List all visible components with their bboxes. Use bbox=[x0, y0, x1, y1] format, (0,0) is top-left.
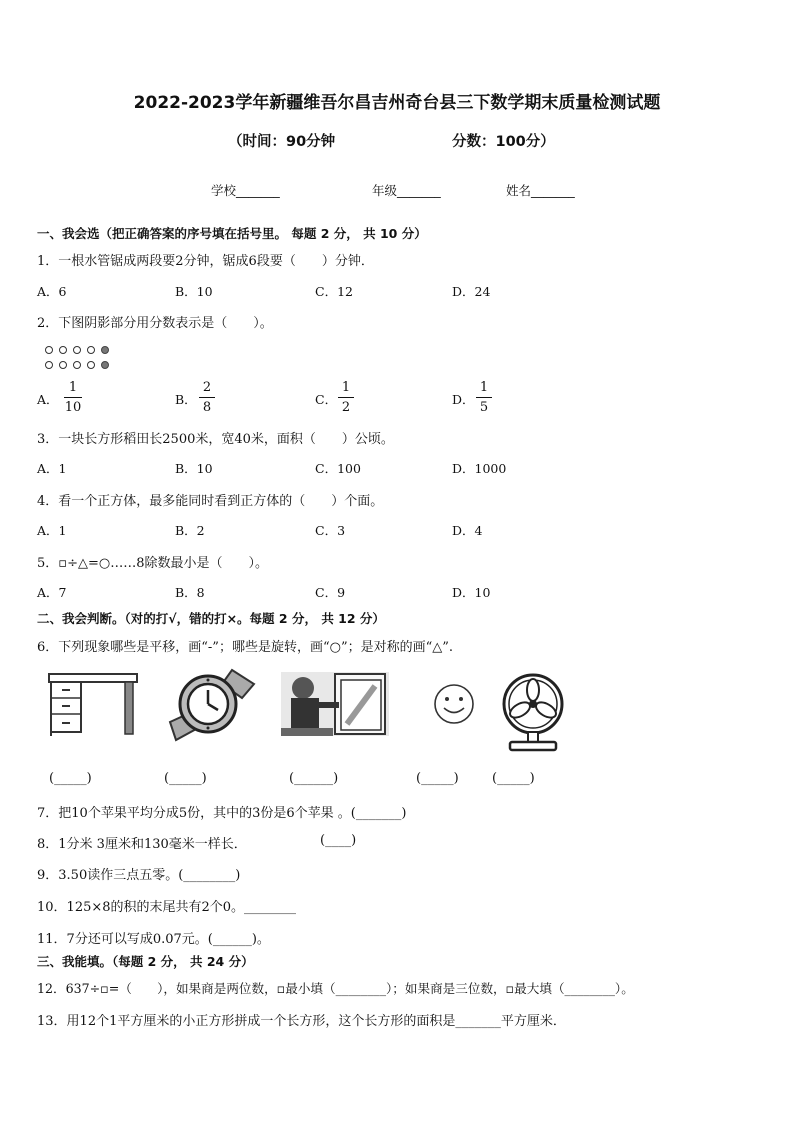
fraction-denominator: 2 bbox=[341, 400, 351, 415]
school-field: 学校_______ bbox=[211, 183, 280, 198]
fan-icon bbox=[498, 672, 568, 752]
q5-option-d: D．10 bbox=[452, 585, 491, 600]
q2-option-d-fraction bbox=[476, 380, 492, 415]
smiley-icon bbox=[432, 682, 476, 726]
sliding-window-icon bbox=[281, 672, 389, 736]
fraction-bar bbox=[199, 397, 215, 398]
exam-score: 分数：100分） bbox=[452, 134, 555, 150]
q1-option-d: D．24 bbox=[452, 284, 491, 299]
question-13: 13．用12个1平方厘米的小正方形拼成一个长方形，这个长方形的面积是_______平方厘米． bbox=[37, 1014, 566, 1029]
q3-option-d: D．1000 bbox=[452, 461, 507, 476]
q1-option-b: B．10 bbox=[175, 284, 213, 299]
question-9: 9．3.50读作三点五零。(________) bbox=[37, 868, 241, 883]
q2-option-c-fraction bbox=[338, 380, 354, 415]
exam-time: （时间：90分钟 bbox=[228, 134, 336, 150]
q5-option-b: B．8 bbox=[175, 585, 205, 600]
q4-option-d: D．4 bbox=[452, 523, 483, 538]
q2-option-b-fraction bbox=[199, 380, 215, 415]
name-field: 姓名_______ bbox=[506, 183, 575, 198]
question-12: 12．637÷▫=（ ），如果商是两位数，▫最小填（________）；如果商是三位数，▫最大填（________）。 bbox=[37, 981, 634, 996]
q4-option-a: A．1 bbox=[37, 523, 67, 538]
q8-blank[interactable]: (____) bbox=[320, 833, 357, 848]
empty-circle bbox=[87, 346, 95, 354]
question-10: 10．125×8的积的末尾共有2个0。________ bbox=[37, 900, 297, 915]
shaded-circle bbox=[101, 361, 109, 369]
question-7: 7．把10个苹果平均分成5份，其中的3份是6个苹果 。(_______) bbox=[37, 806, 407, 821]
q4-option-b: B．2 bbox=[175, 523, 205, 538]
q6-blank-1[interactable]: (_____) bbox=[49, 771, 92, 786]
section-heading-1: 一、我会选（把正确答案的序号填在括号里。 每题 2 分， 共 10 分） bbox=[37, 226, 427, 241]
q6-blank-2[interactable]: (_____) bbox=[164, 771, 207, 786]
grade-field: 年级_______ bbox=[372, 183, 441, 198]
q2-option-d-label: D． bbox=[452, 392, 475, 407]
q2-option-b-label: B． bbox=[175, 392, 197, 407]
empty-circle bbox=[87, 361, 95, 369]
question-1: 1．一根水管锯成两段要2分钟，锯成6段要（ ）分钟． bbox=[37, 254, 374, 269]
question-2: 2．下图阴影部分用分数表示是（ ）。 bbox=[37, 316, 273, 331]
fraction-bar bbox=[64, 397, 82, 398]
q5-option-c: C．9 bbox=[315, 585, 346, 600]
question-3: 3．一块长方形稻田长2500米，宽40米，面积（ ）公顷。 bbox=[37, 432, 394, 447]
empty-circle bbox=[59, 361, 67, 369]
empty-circle bbox=[45, 346, 53, 354]
fraction-bar bbox=[476, 397, 492, 398]
question-4: 4．看一个正方体，最多能同时看到正方体的（ ）个面。 bbox=[37, 494, 384, 509]
fraction-numerator: 2 bbox=[202, 380, 212, 395]
question-5: 5．▫÷△=○……8除数最小是（ ）。 bbox=[37, 556, 268, 571]
q1-option-a: A．6 bbox=[37, 284, 67, 299]
shaded-circle bbox=[101, 346, 109, 354]
q5-option-a: A．7 bbox=[37, 585, 67, 600]
empty-circle bbox=[59, 346, 67, 354]
page-title: 2022-2023学年新疆维吾尔昌吉州奇台县三下数学期末质量检测试题 bbox=[133, 93, 661, 113]
q6-blank-4[interactable]: (_____) bbox=[416, 771, 459, 786]
fraction-bar bbox=[338, 397, 354, 398]
fraction-numerator: 1 bbox=[479, 380, 489, 395]
empty-circle bbox=[45, 361, 53, 369]
empty-circle bbox=[73, 361, 81, 369]
q3-option-b: B．10 bbox=[175, 461, 213, 476]
section-heading-3: 三、我能填。（每题 2 分， 共 24 分） bbox=[37, 954, 254, 969]
watch-icon bbox=[162, 666, 258, 742]
fraction-denominator: 5 bbox=[479, 400, 489, 415]
fraction-denominator: 8 bbox=[202, 400, 212, 415]
q3-option-c: C．100 bbox=[315, 461, 361, 476]
question-6: 6．下列现象哪些是平移，画“-”；哪些是旋转，画“○”；是对称的画“△”. bbox=[37, 640, 454, 655]
question-8: 8．1分米 3厘米和130毫米一样长． bbox=[37, 837, 247, 852]
q6-blank-5[interactable]: (_____) bbox=[492, 771, 535, 786]
q6-blank-3[interactable]: (______) bbox=[289, 771, 339, 786]
fraction-denominator: 10 bbox=[64, 400, 82, 415]
q2-option-c-label: C． bbox=[315, 392, 338, 407]
q4-option-c: C．3 bbox=[315, 523, 346, 538]
empty-circle bbox=[73, 346, 81, 354]
question-11: 11．7分还可以写成0.07元。(______)。 bbox=[37, 932, 270, 947]
desk-icon bbox=[48, 668, 140, 738]
q3-option-a: A．1 bbox=[37, 461, 67, 476]
section-heading-2: 二、我会判断。（对的打√，错的打×。每题 2 分， 共 12 分） bbox=[37, 611, 385, 626]
fraction-numerator: 1 bbox=[341, 380, 351, 395]
q2-option-a-fraction bbox=[64, 380, 82, 415]
q2-option-a-label: A． bbox=[37, 392, 59, 407]
q1-option-c: C．12 bbox=[315, 284, 353, 299]
fraction-numerator: 1 bbox=[68, 380, 78, 395]
